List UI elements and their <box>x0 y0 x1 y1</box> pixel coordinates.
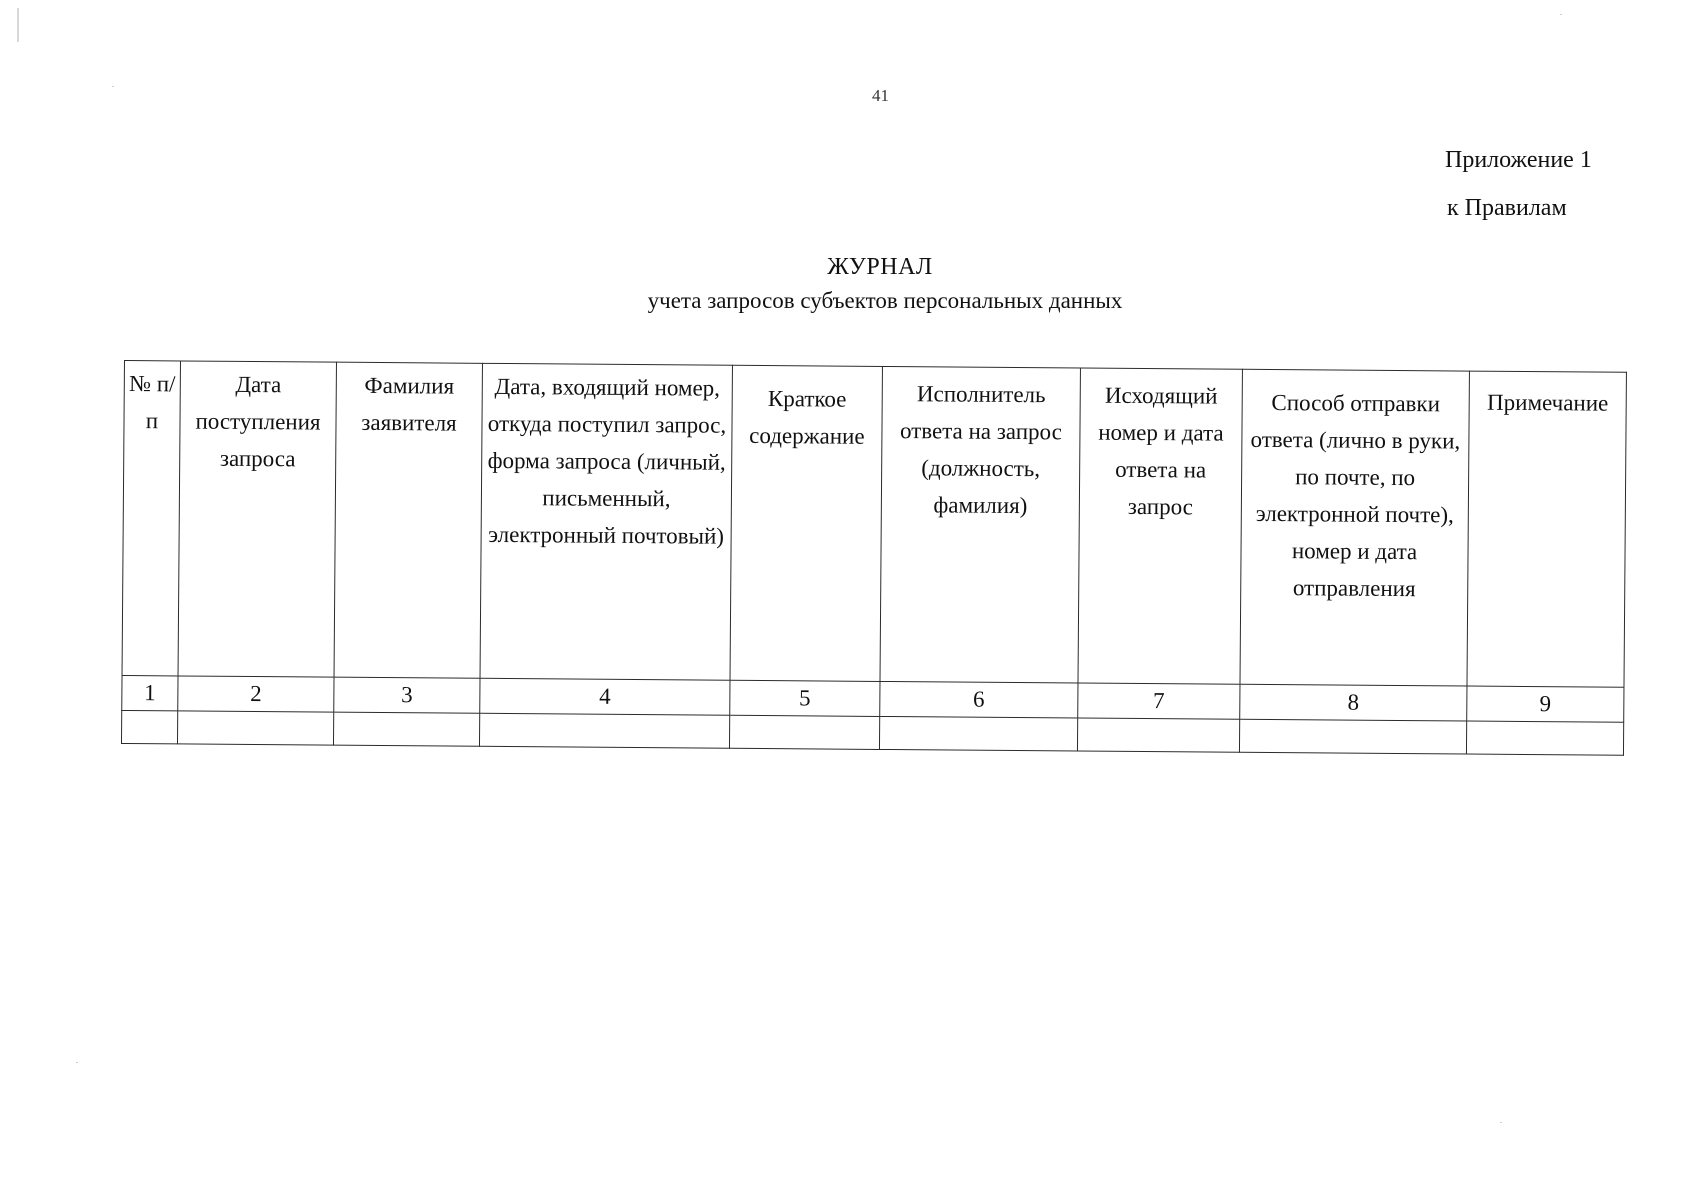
empty-cell <box>1077 718 1239 752</box>
document-title: ЖУРНАЛ <box>827 254 933 280</box>
column-number-cell: 1 <box>122 675 178 710</box>
document-subtitle: учета запросов субъектов персональных данных <box>647 288 1123 313</box>
empty-cell <box>479 713 729 748</box>
empty-cell <box>177 711 333 745</box>
appendix-line-2: к Правилам <box>1447 195 1567 221</box>
column-header-outgoing-number: Исходящий номер и дата ответа на запрос <box>1078 368 1242 684</box>
journal-table <box>121 360 1627 756</box>
empty-cell <box>1239 719 1466 754</box>
appendix-reference <box>1445 136 1592 232</box>
scan-speck <box>1560 14 1562 15</box>
column-header-incoming-details: Дата, входящий номер, откуда поступил запрос, форма запроса (личный, письменный, электронный почтовый) <box>480 363 732 680</box>
appendix-line-1: Приложение 1 <box>1445 147 1592 173</box>
column-header-summary: Краткое содержание <box>730 365 882 681</box>
table-header-row <box>122 361 1626 688</box>
column-number-cell: 2 <box>178 676 334 712</box>
document-heading <box>540 252 1220 318</box>
empty-cell <box>879 716 1077 751</box>
scan-speck <box>112 86 114 87</box>
column-number-cell: 5 <box>730 680 880 716</box>
column-header-receipt-date: Дата поступления запроса <box>178 361 336 677</box>
empty-cell <box>333 712 479 746</box>
empty-cell <box>729 715 879 749</box>
column-number-cell: 3 <box>334 677 480 713</box>
column-header-note: Примечание <box>1467 371 1626 687</box>
column-number-cell: 8 <box>1240 684 1467 721</box>
scan-speck <box>1500 1122 1502 1123</box>
column-header-applicant: Фамилия заявителя <box>334 362 482 678</box>
column-number-cell: 4 <box>480 678 730 715</box>
empty-cell <box>121 710 177 743</box>
scan-edge-mark <box>17 8 19 42</box>
column-number-cell: 7 <box>1078 683 1240 719</box>
scan-speck <box>76 1062 78 1063</box>
column-header-number: № п/п <box>122 361 180 676</box>
column-number-cell: 6 <box>880 681 1078 718</box>
column-header-executor: Исполнитель ответа на запрос (должность, фамилия) <box>880 366 1080 683</box>
page-number: 41 <box>872 86 889 105</box>
empty-cell <box>1466 721 1623 755</box>
column-header-dispatch-method: Способ отправки ответа (лично в руки, по почте, по электронной почте), номер и дата отправления <box>1240 369 1469 686</box>
column-number-cell: 9 <box>1467 686 1624 722</box>
journal-table-container <box>121 360 1627 756</box>
